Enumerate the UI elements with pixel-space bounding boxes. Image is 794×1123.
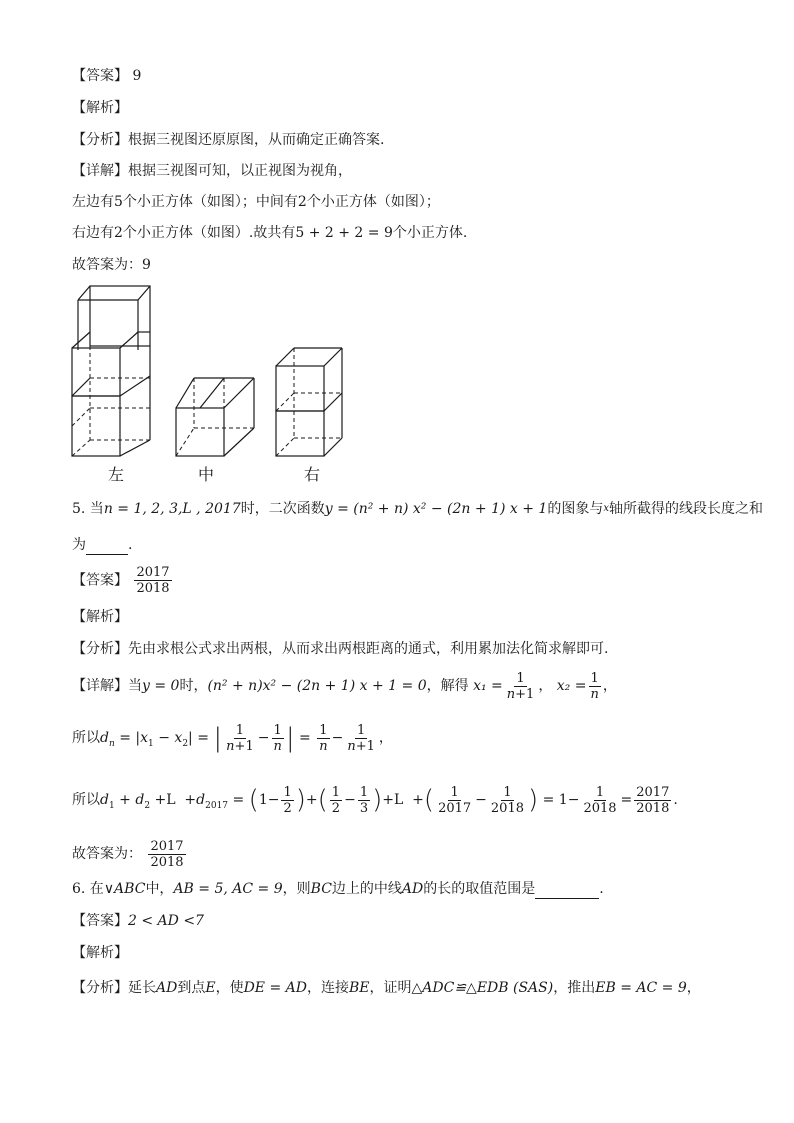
q5-stem-line-1 [72,499,763,519]
q6-answer-blank [535,884,599,899]
detail-tag: 【详解】 [72,163,128,179]
q6-answer-value: 2 < AD <7 [128,913,204,929]
q5-analysis-tag: 【解析】 [72,609,128,625]
middle-block [176,378,254,456]
detail-line-2 [72,192,440,212]
label-right: 右 [304,465,321,484]
q5-answer-blank [86,540,128,555]
label-left: 左 [108,465,125,484]
answer-value: 9 [132,68,142,84]
q5-fenxi-text: 先由求根公式求出两根，从而求出两根距离的通式，利用累加法化简求解即可. [128,641,609,657]
q5-stem-d: 轴所截得的线段长度之和 [608,501,763,517]
detail-text-3: 右边有2个小正方体（如图）.故共有5 + 2 + 2 = 9个小正方体. [72,225,468,241]
q6-answer-line: 【答案】2 < AD <7 [72,913,204,929]
detail-text-2: 左边有5个小正方体（如图）；中间有2个小正方体（如图）； [72,194,440,210]
right-stack [276,348,342,456]
q6-analysis-heading: 【解析】 [72,945,128,961]
q5-answer-line [72,565,174,596]
q5-stem-func: y = (n² + n) x² − (2n + 1) x + 1 [324,501,548,517]
answer-tag: 【答案】 [72,68,128,84]
q5-stem-x: x [603,503,609,514]
q5-stem-line-2: 为 . [72,537,133,553]
q5-stem-a: 5. 当 [72,501,104,517]
analysis-tag: 【解析】 [72,100,128,116]
fenxi-text: 根据三视图还原原图，从而确定正确答案. [128,132,385,148]
q5-fenxi-line [72,639,608,659]
left-stack [72,286,150,456]
conclusion-text: 故答案为：9 [72,257,151,273]
conclusion-line-1 [72,255,151,275]
q5-detail-line-3: 所以$d_1 + d_2 +L +d_{2017} = (1-$ $\frac{1}{2}$ )+( $\frac{1}{2}$ − $\frac{1}{3}$ )+L +( $\frac{1}{2017}$ − $\frac{1}{2018}$ ) = 1− $\frac{1}{2018}$ = $\frac{2017}{2018}$ . [72,784,678,816]
answer-line-1 [72,66,141,86]
detail-line-3 [72,223,467,243]
q6-fenxi-line: 【分析】延长AD到点E，使DE = AD，连接BE，证明△ADC≌△EDB (SAS)，推出EB = AC = 9， [72,980,701,996]
detail-text-1: 根据三视图可知，以正视图为视角， [128,163,352,179]
fenxi-line-1 [72,130,384,150]
q5-detail-tag: 【详解】 [72,678,128,694]
q6-stem-line: 6. 在∨ABC中，AB = 5, AC = 9，则BC边上的中线AD的长的取值范围是 . [72,881,604,897]
q5-detail-line-1: 【详解】当y = 0时，(n² + n)x² − (2n + 1) x + 1 = 0，解得 x₁ = $\frac{1}{n+1}$ ， x₂ = $\frac{1}{n}$ ， [72,670,617,702]
detail-line-1 [72,161,352,181]
label-middle: 中 [198,465,215,484]
q5-fenxi-tag: 【分析】 [72,641,128,657]
analysis-heading-1 [72,98,128,118]
q5-stem-c: 的图象与 [547,501,604,517]
q5-stem-e: 为 [72,537,86,553]
cube-figure [60,280,360,485]
q5-final-fraction: $\frac{2017}{2018}$ [150,838,184,870]
q5-stem-b: 时，二次函数 [240,501,325,517]
q5-answer-fraction: $\frac{2017}{2018}$ [136,565,170,596]
fenxi-tag: 【分析】 [72,132,128,148]
q5-analysis-heading [72,607,128,627]
q5-answer-tag: 【答案】 [72,572,128,589]
q5-detail-line-2: 所以$d_n = |x_1 - x_2|$ = | $\frac{1}{n+1}$ − $\frac{1}{n}$ | = $\frac{1}{n}$ − $\frac{1}{n+1}$ ， [72,722,393,754]
q5-stem-n: n = 1, 2, 3,L , 2017 [103,501,241,517]
q5-conclusion-line: 故答案为： $\frac{2017}{2018}$ [72,838,184,870]
